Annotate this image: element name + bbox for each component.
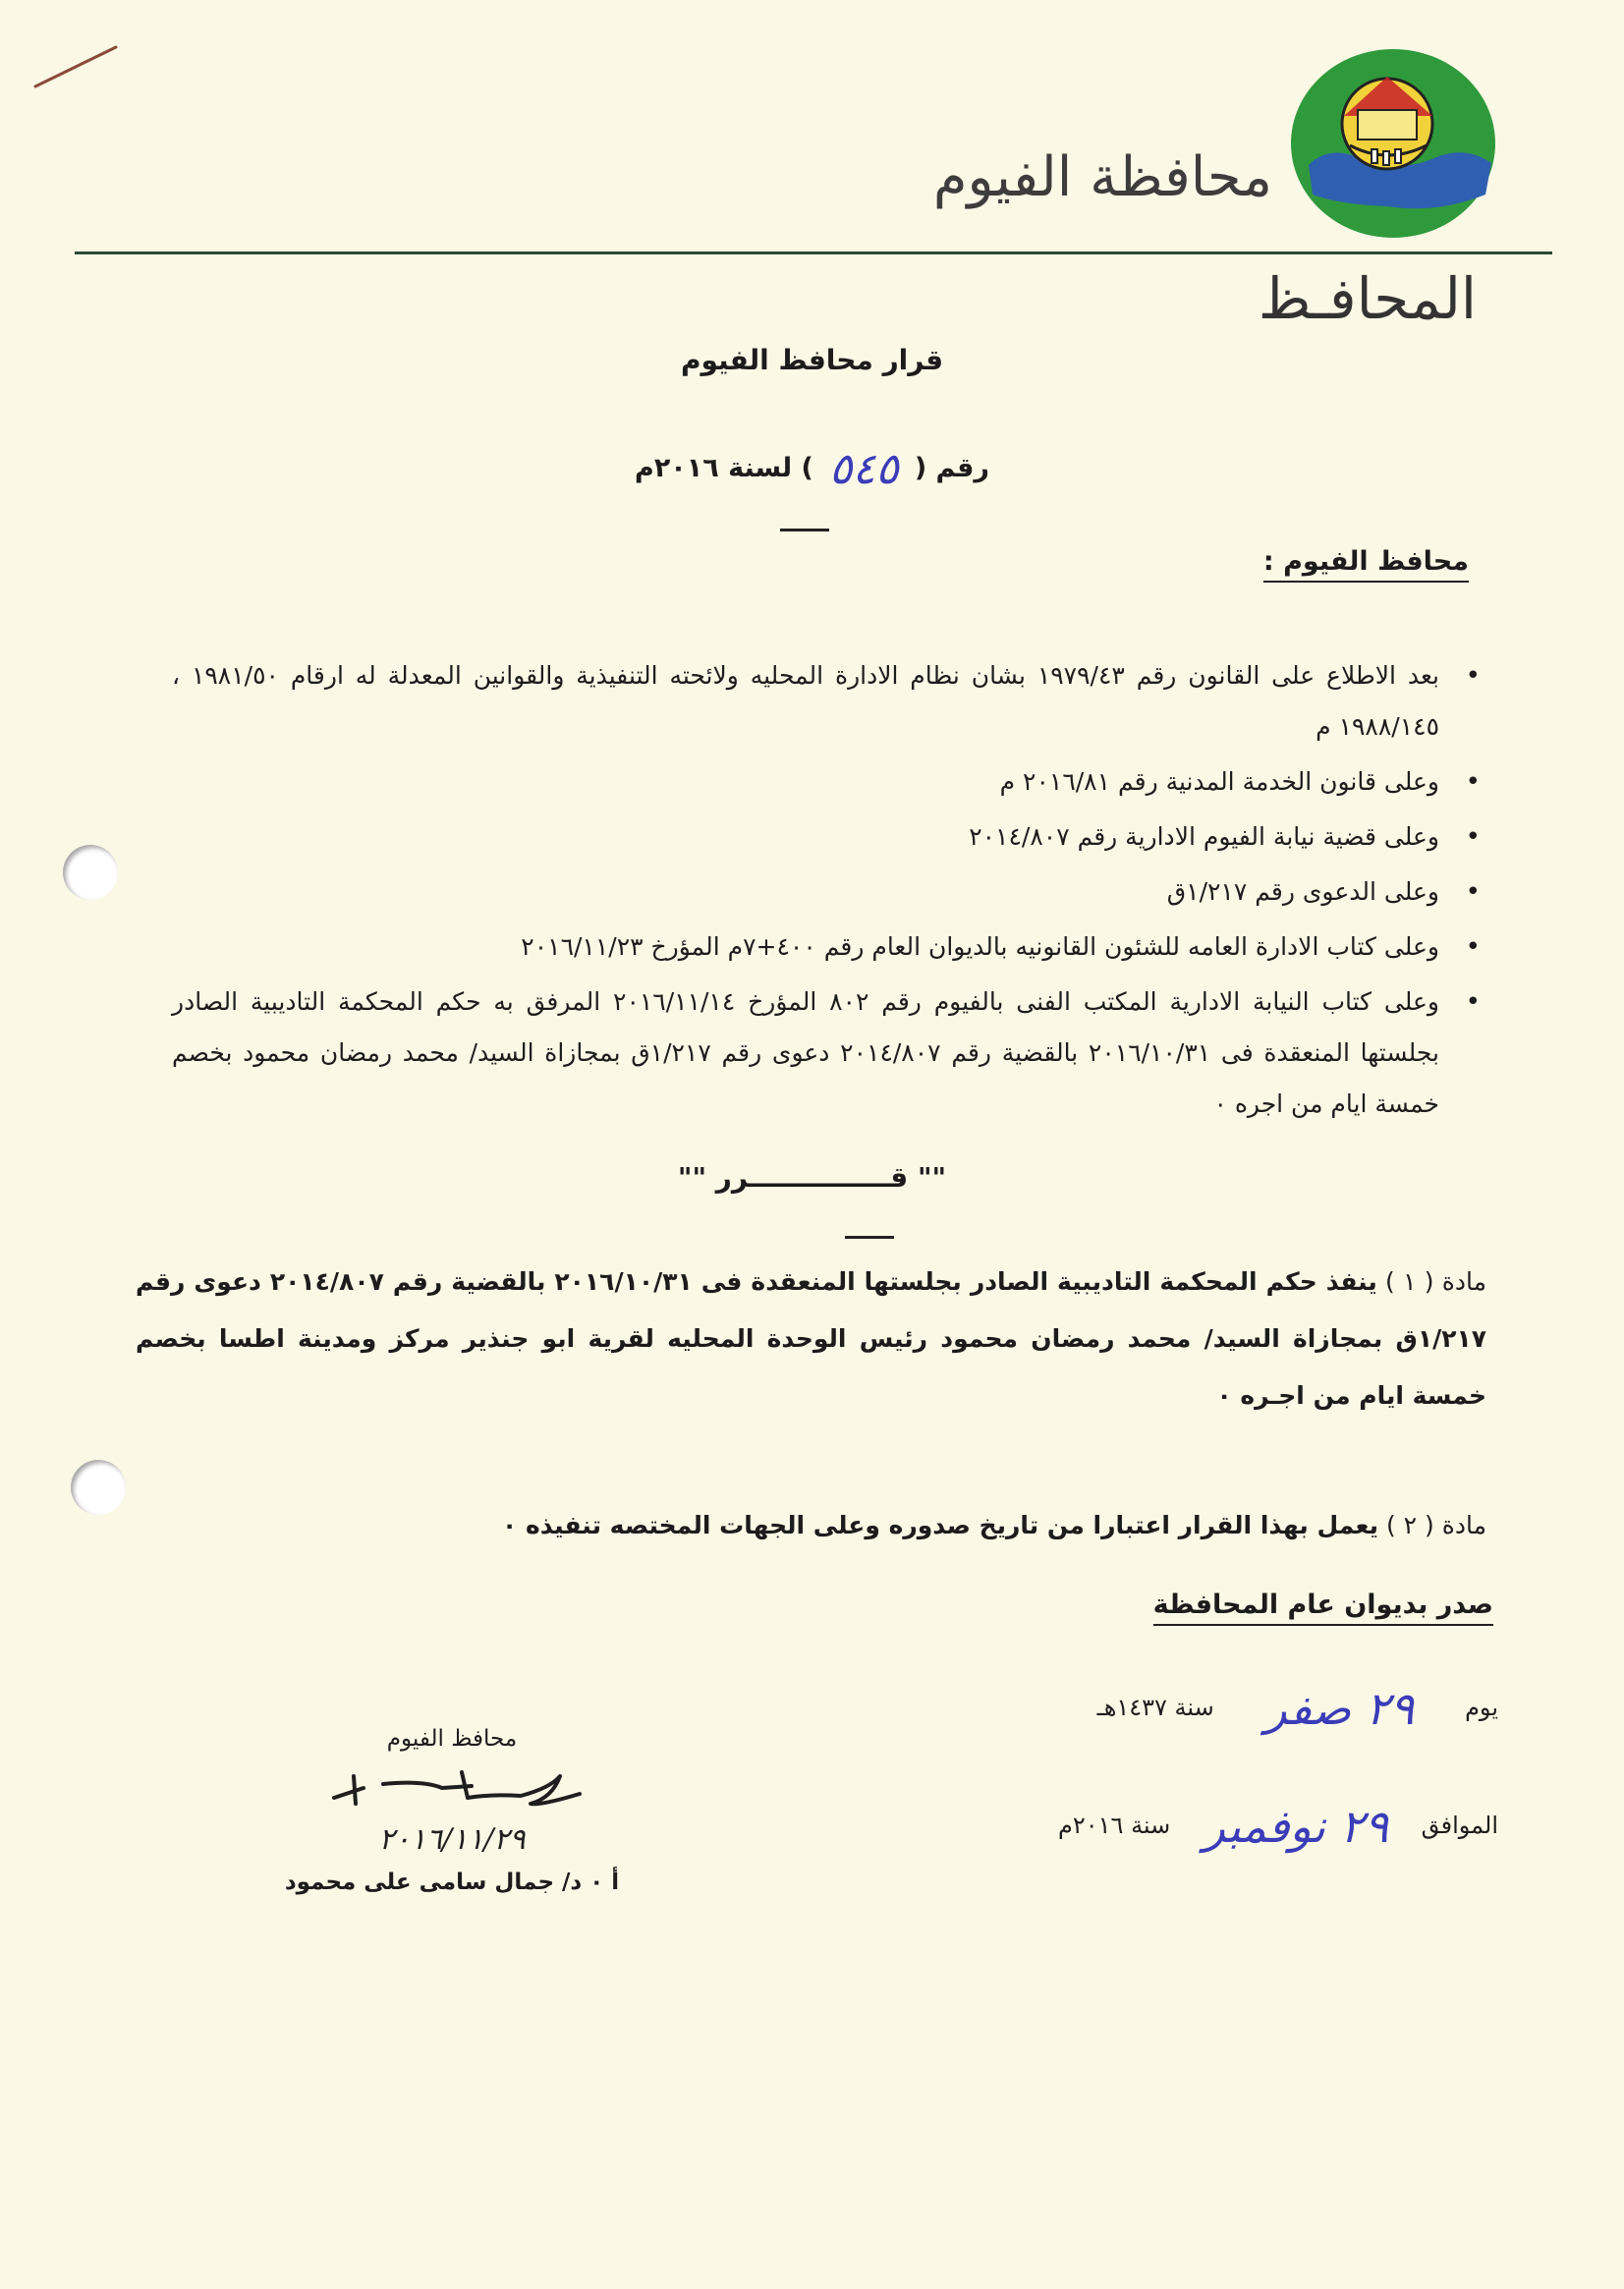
consideration-item: • وعلى كتاب النيابة الادارية المكتب الفنى بالفيوم رقم ٨٠٢ المؤرخ ٢٠١٦/١١/١٤ المرفق به حكم المحكمة التاديبية الصادر بجلستها المنعقدة فى ٢٠١٦/١٠/٣١ بالقضية رقم ٢٠١٤/٨٠٧ دعوى رقم ١/٢١٧ق بمجازاة السيد/ محمد رمضان محمود بخصم خمسة ايام من اجره ٠ <box>172 977 1439 1130</box>
separator-dash <box>780 529 829 531</box>
pen-mark <box>29 39 128 98</box>
article-label: مادة ( ٢ ) <box>1385 1511 1486 1539</box>
gregorian-date-label: الموافق <box>1421 1812 1498 1839</box>
article-text: ينفذ حكم المحكمة التاديبية الصادر بجلستها المنعقدة فى ٢٠١٦/١٠/٣١ بالقضية رقم ٢٠١٤/٨٠٧ دعوى رقم ١/٢١٧ق بمجازاة السيد/ محمد رمضان محمود رئيس الوحدة المحليه لقرية ابو جنذير مركز ومدينة اطسا بخصم خمسة ايام من اجـره ٠ <box>136 1267 1486 1410</box>
article-label: مادة ( ١ ) <box>1385 1267 1486 1296</box>
punch-hole <box>63 845 118 900</box>
header-divider <box>75 251 1552 254</box>
article-text: يعمل بهذا القرار اعتبارا من تاريخ صدوره وعلى الجهات المختصه تنفيذه ٠ <box>502 1511 1379 1539</box>
signatory-title: محافظ الفيوم <box>386 1726 518 1752</box>
separator-dash <box>845 1236 894 1239</box>
hijri-year: سنة ١٤٣٧هـ <box>1096 1694 1214 1721</box>
considerations-list <box>172 650 1439 1134</box>
decree-number-label: رقم ( <box>914 453 989 483</box>
decree-number-line <box>0 444 1624 494</box>
article-1 <box>136 1254 1486 1424</box>
decision-heading: "" قـــــــــــــــرر "" <box>677 1161 947 1194</box>
hijri-date-row <box>1097 1682 1498 1735</box>
signature-date: ٢٠١٦/١١/٢٩ <box>378 1822 526 1857</box>
signatory-name: أ ٠ د/ جمال سامى على محمود <box>284 1870 620 1895</box>
hijri-date-label: يوم <box>1465 1694 1498 1721</box>
issued-at: صدر بديوان عام المحافظة <box>1153 1590 1493 1626</box>
consideration-item: • وعلى قانون الخدمة المدنية رقم ٢٠١٦/٨١ م <box>172 756 1439 808</box>
decree-title: قرار محافظ الفيوم <box>680 344 944 376</box>
gregorian-date-row <box>1058 1800 1498 1853</box>
article-2 <box>136 1497 1486 1554</box>
consideration-item: • وعلى كتاب الادارة العامه للشئون القانونيه بالديوان العام رقم ٤٠٠+٧م المؤرخ ٢٠١٦/١١/٢٣ <box>172 921 1439 973</box>
governorate-name: محافظة الفيوم <box>932 145 1272 209</box>
governorate-logo-emblem <box>1289 47 1497 240</box>
hijri-date-handwritten: ٢٩ صفر <box>1264 1682 1415 1735</box>
gregorian-date-handwritten: ٢٩ نوفمبر <box>1203 1800 1389 1853</box>
decree-year-label: ) لسنة ٢٠١٦م <box>635 453 813 483</box>
gregorian-year: سنة ٢٠١٦م <box>1058 1812 1171 1839</box>
signature-block <box>275 1719 629 1902</box>
consideration-item: • وعلى قضية نيابة الفيوم الادارية رقم ٢٠١٤/٨٠٧ <box>172 811 1439 863</box>
consideration-item: • وعلى الدعوى رقم ١/٢١٧ق <box>172 866 1439 918</box>
punch-hole <box>71 1460 126 1515</box>
handwritten-signature <box>295 1759 609 1867</box>
office-title: المحافـظ <box>1258 265 1477 332</box>
governor-heading: محافظ الفيوم : <box>1263 546 1469 583</box>
consideration-item: • بعد الاطلاع على القانون رقم ١٩٧٩/٤٣ بشان نظام الادارة المحليه ولائحته التنفيذية والقوانين المعدلة له ارقام ١٩٨١/٥٠ ، ١٩٨٨/١٤٥ م <box>172 650 1439 753</box>
decree-number-handwritten: ٥٤٥ <box>828 444 899 494</box>
